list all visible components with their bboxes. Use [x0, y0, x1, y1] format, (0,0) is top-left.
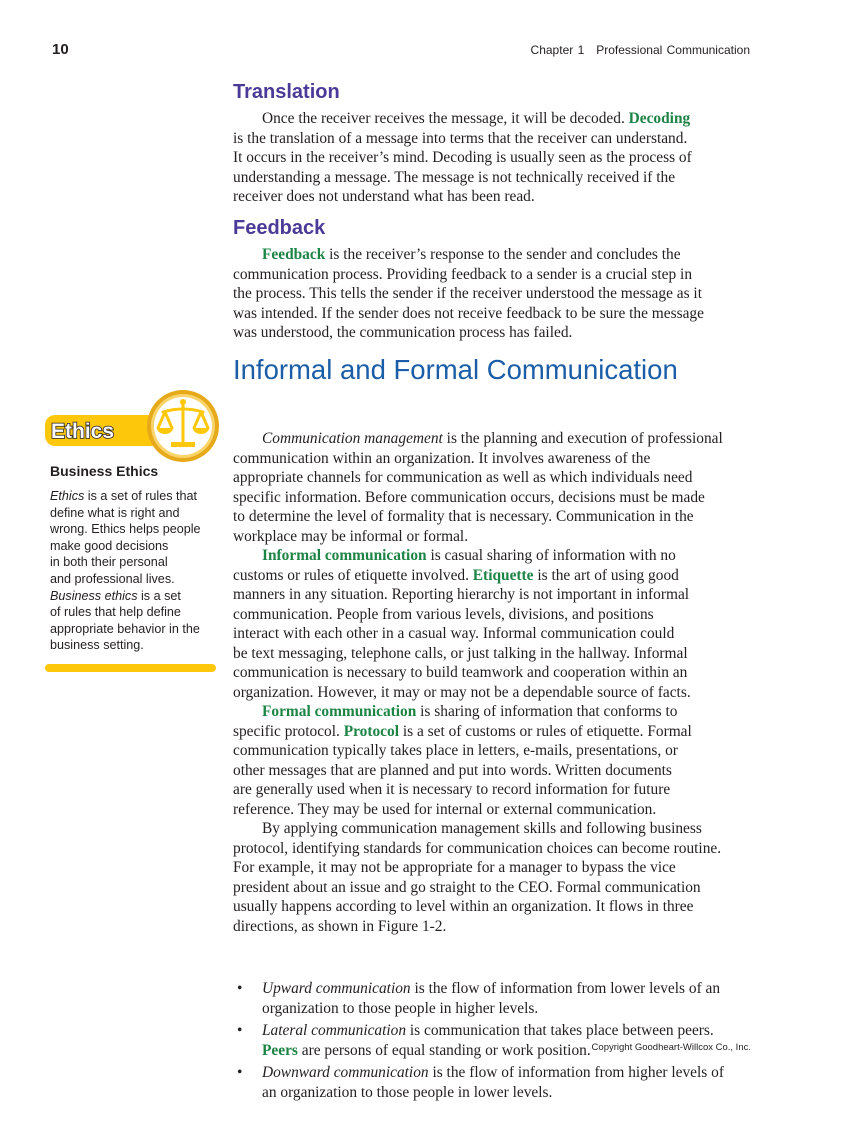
text-run: is a set of rules that define what is right and wrong. Ethics helps people make good decisions in both their personal and professional lives.	[50, 489, 201, 586]
key-term: Feedback	[262, 246, 326, 263]
text-run: is a set of rules that help define appropriate behavior in the business setting.	[50, 588, 200, 653]
ethics-badge-label: Ethics	[51, 420, 115, 443]
heading-feedback: Feedback	[233, 217, 326, 239]
text-run: is sharing of information that conforms to specific protocol.	[233, 703, 678, 740]
italic-term: Downward communication	[262, 1064, 429, 1081]
italic-term: Communication management	[262, 430, 443, 447]
key-term: Protocol	[343, 722, 399, 740]
sidebar-text	[50, 488, 201, 654]
text-run: is the art of using good manners in any situation. Reporting hierarchy is not important in informal communication. People from various levels, divisions, and positions interact with each other in a casual way. Informal communication could be text messaging, telephone calls, or just talking in the hallway. Informal communication is necessary to build teamwork and cooperation within an organization. However, it may or may not be a dependable source of facts.	[233, 566, 691, 701]
scales-of-justice-icon	[147, 390, 219, 462]
section-translation	[233, 80, 763, 104]
chapter-label: Chapter 1	[530, 43, 585, 57]
text-run: is a set of customs or rules of etiquette. Formal communication typically takes place in letters, e-mails, presentations, or other messages that are planned and put into words. Written documents are generally used when it is necessary to record information for future reference. They may be used for internal or external communication.	[233, 722, 692, 818]
paragraph	[233, 109, 763, 207]
heading-translation: Translation	[233, 81, 340, 103]
paragraph	[233, 546, 763, 702]
informal-formal-body	[233, 390, 763, 1125]
section-feedback	[233, 216, 763, 240]
bullet-item	[233, 979, 763, 1018]
italic-term: Upward communication	[262, 980, 411, 997]
sidebar-title: Business Ethics	[50, 463, 159, 479]
ethics-badge	[45, 388, 220, 468]
text-run: are persons of equal standing or work position.	[297, 1041, 591, 1059]
paragraph	[233, 702, 763, 819]
text-run: is the planning and execution of professional communication within an organization. It involves awareness of the appropriate channels for communication as well as which individuals need specific information. Before communication occurs, decisions must be made to determine the level of formality that is necessary. Communication in the workplace may be informal or formal.	[233, 430, 723, 545]
text-run: is the flow of information from higher levels of an organization to those people in lower levels.	[262, 1064, 724, 1101]
running-header	[531, 43, 750, 57]
page-number: 10	[52, 41, 69, 58]
text-run: Once the receiver receives the message, it will be decoded.	[262, 110, 629, 127]
italic-term: Ethics	[50, 489, 85, 503]
key-term: Peers	[262, 1041, 298, 1059]
copyright: Copyright Goodheart-Willcox Co., Inc.	[591, 1042, 751, 1053]
text-run: is communication that takes place between peers.	[409, 1022, 714, 1039]
key-term: Informal communication	[262, 547, 427, 564]
bullet-item	[233, 1021, 763, 1060]
text-run: is the receiver’s response to the sender and concludes the communication process. Providing feedback to a sender is a crucial step in the process. This tells the sender if the receiver understood the message as it was intended. If the sender does not receive feedback to be sure the message was understood, the communication process has failed.	[233, 246, 704, 341]
bullet-item	[233, 1063, 763, 1102]
paragraph	[233, 245, 763, 343]
communication-directions-list	[233, 979, 763, 1102]
paragraph	[233, 819, 763, 936]
ethics-sidebar	[45, 388, 220, 653]
sidebar-divider	[45, 664, 216, 672]
text-run: By applying communication management skills and following business protocol, identifying standards for communication choices can become routine. For example, it may not be appropriate for a manager to bypass the vice president about an issue and go straight to the CEO. Formal communication usually happens according to level within an organization. It flows in three directions, as shown in Figure 1-2.	[233, 820, 722, 935]
section-informal-formal	[233, 354, 763, 386]
text-run: is casual sharing of information with no customs or rules of etiquette involved.	[233, 547, 676, 584]
chapter-title: Professional Communication	[596, 43, 750, 57]
translation-body	[233, 109, 763, 207]
key-term: Etiquette	[472, 566, 534, 584]
italic-term: Business ethics	[50, 588, 138, 603]
text-run: is the translation of a message into terms that the receiver can understand. It occurs in the receiver’s mind. Decoding is usually seen as the process of understanding a message. The message is not technically received if the receiver does not understand what has been read.	[233, 129, 692, 205]
italic-term: Lateral communication	[262, 1022, 407, 1039]
feedback-body	[233, 245, 763, 343]
heading-informal-formal: Informal and Formal Communication	[233, 354, 678, 385]
paragraph	[233, 429, 763, 546]
key-term: Formal communication	[262, 703, 417, 720]
key-term: Decoding	[628, 110, 691, 127]
text-run: is the flow of information from lower levels of an organization to those people in higher levels.	[262, 980, 721, 1017]
informal-formal-paragraphs	[233, 429, 763, 936]
